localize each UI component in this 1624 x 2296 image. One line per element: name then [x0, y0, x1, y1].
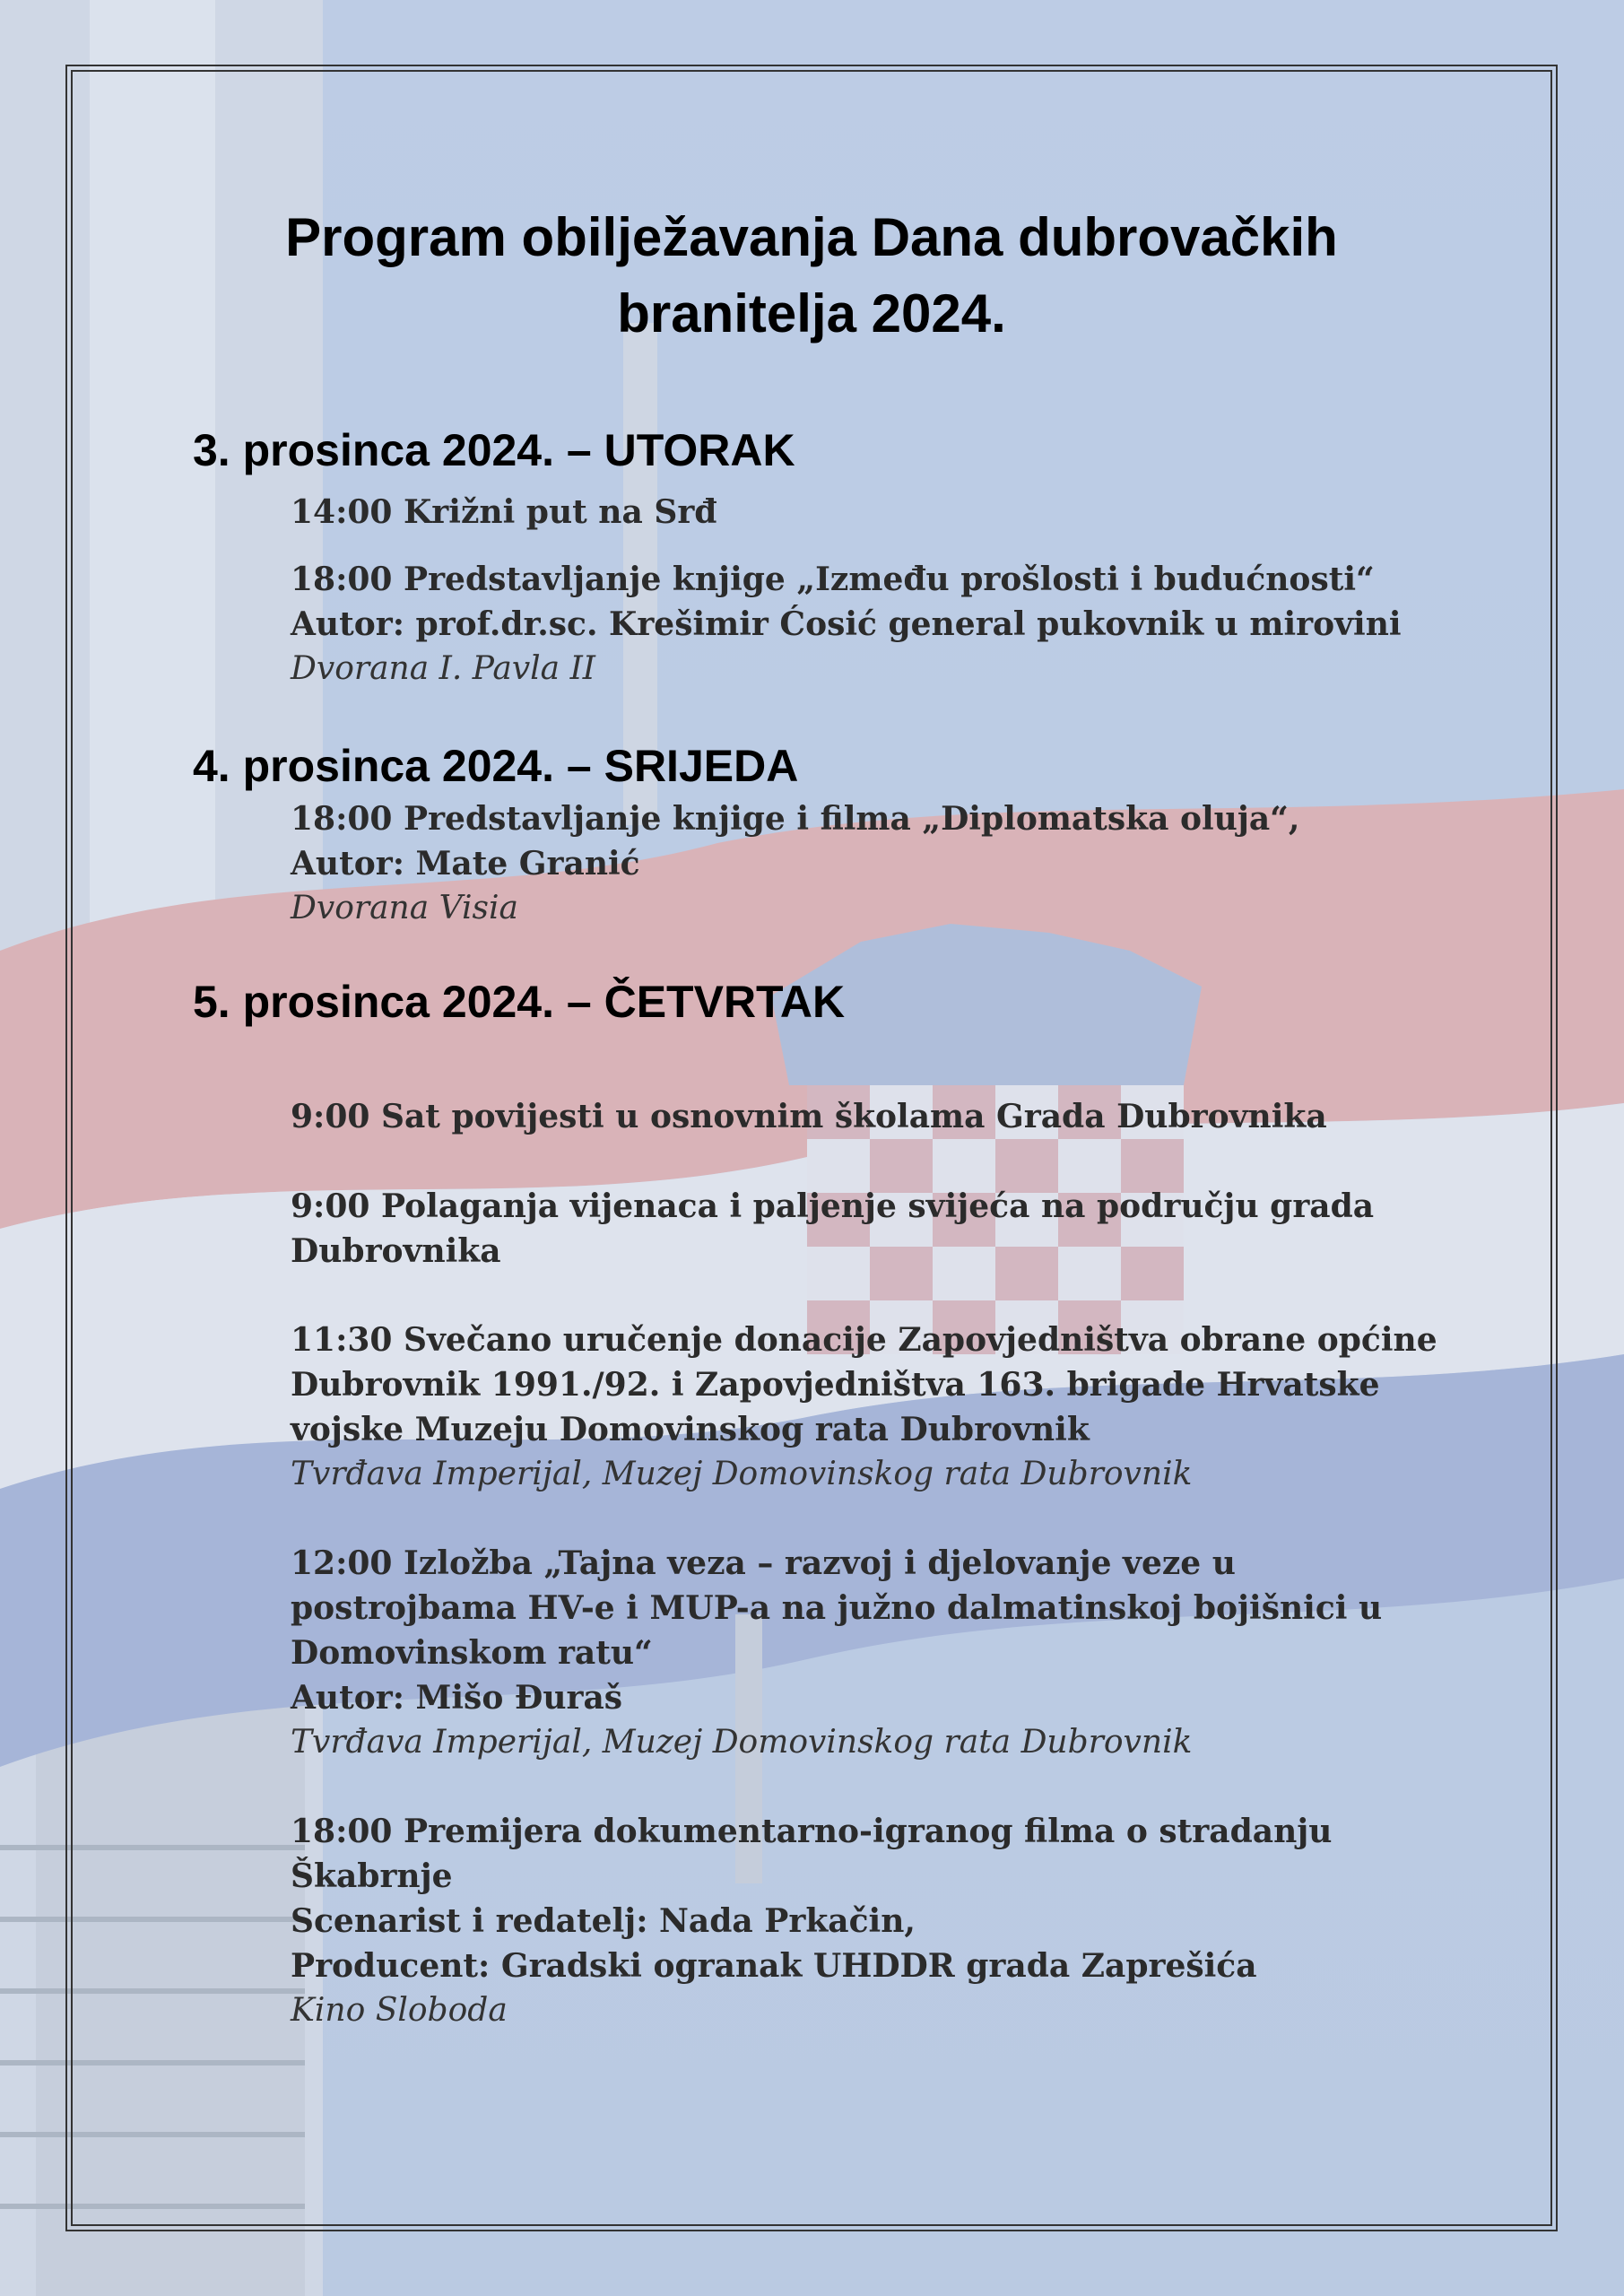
event-book-presentation-cosic — [291, 557, 1483, 691]
event-line: Scenarist i redatelj: Nada Prkačin, — [291, 1902, 916, 1940]
event-line: 11:30 Svečano uručenje donacije Zapovjedništva obrane općine — [291, 1321, 1437, 1359]
event-diplomatska-oluja — [291, 796, 1483, 931]
event-line: 18:00 Predstavljanje knjige i filma „Diplomatska oluja“, — [291, 800, 1300, 838]
event-venue: Tvrđava Imperijal, Muzej Domovinskog rata Dubrovnik — [291, 1724, 1193, 1761]
event-line: Producent: Gradski ogranak UHDDR grada Zaprešića — [291, 1947, 1257, 1985]
event-venue: Dvorana I. Pavla II — [291, 650, 596, 687]
event-line: Dubrovnik 1991./92. i Zapovjedništva 163. brigade Hrvatske — [291, 1366, 1380, 1404]
event-sat-povijesti — [291, 1094, 1483, 1139]
event-line: Autor: Mišo Đuraš — [291, 1679, 623, 1717]
event-line: Autor: Mate Granić — [291, 845, 640, 883]
page-title — [161, 199, 1462, 352]
event-venue: Dvorana Visia — [291, 890, 518, 926]
event-line: Autor: prof.dr.sc. Krešimir Ćosić general pukovnik u mirovini — [291, 605, 1402, 643]
event-venue: Kino Sloboda — [291, 1992, 508, 2029]
event-line: Škabrnje — [291, 1857, 453, 1895]
event-line: vojske Muzeju Domovinskog rata Dubrovnik — [291, 1411, 1090, 1448]
day-heading-tuesday: 3. prosinca 2024. – UTORAK — [193, 425, 795, 475]
event-line: Dubrovnika — [291, 1232, 501, 1270]
event-izlozba-tajna-veza — [291, 1541, 1483, 1765]
event-line: 18:00 Premijera dokumentarno-igranog filma o stradanju — [291, 1813, 1333, 1850]
event-donacija — [291, 1318, 1483, 1497]
day-heading-thursday: 5. prosinca 2024. – ČETVRTAK — [193, 977, 846, 1027]
event-line: postrojbama HV-e i MUP-a na južno dalmatinskoj bojišnici u — [291, 1589, 1383, 1627]
event-line: 9:00 Sat povijesti u osnovnim školama Grada Dubrovnika — [291, 1098, 1327, 1135]
event-line: 12:00 Izložba „Tajna veza – razvoj i djelovanje veze u — [291, 1544, 1236, 1582]
event-line: Domovinskom ratu“ — [291, 1634, 653, 1672]
event-line: 14:00 Križni put na Srđ — [291, 493, 717, 531]
day-heading-wednesday: 4. prosinca 2024. – SRIJEDA — [193, 741, 799, 791]
event-line: 9:00 Polaganja vijenaca i paljenje svijeća na području grada — [291, 1187, 1375, 1225]
event-line: 18:00 Predstavljanje knjige „Između prošlosti i budućnosti“ — [291, 561, 1375, 598]
event-krizni-put — [291, 490, 1483, 535]
title-line-1: Program obilježavanja Dana dubrovačkih — [285, 207, 1338, 267]
event-premijera-filma — [291, 1809, 1483, 2033]
event-polaganje-vijenaca — [291, 1184, 1483, 1274]
title-line-2: branitelja 2024. — [617, 283, 1006, 344]
event-venue: Tvrđava Imperijal, Muzej Domovinskog rata Dubrovnik — [291, 1456, 1193, 1492]
